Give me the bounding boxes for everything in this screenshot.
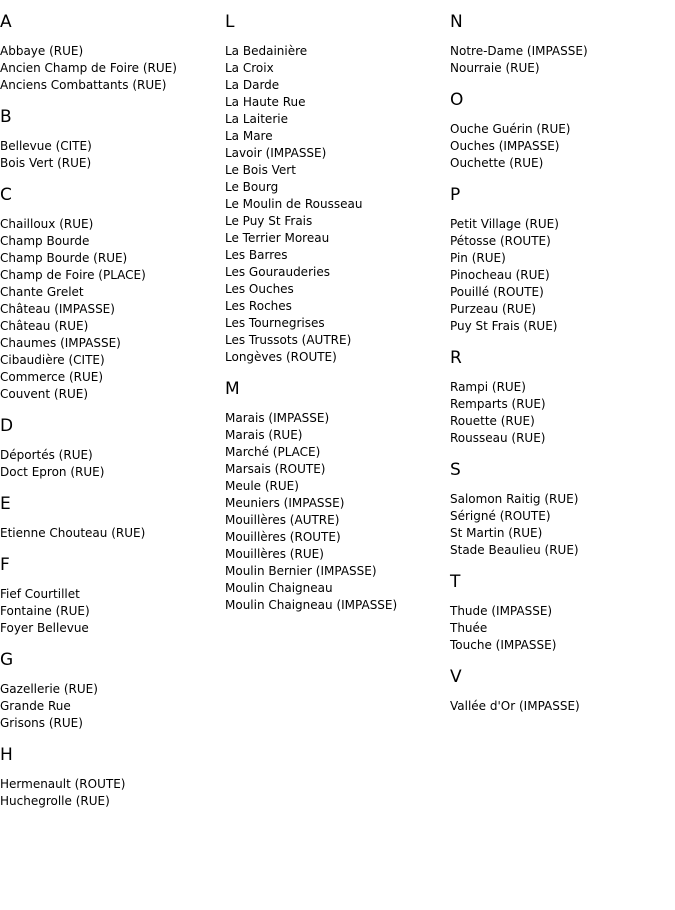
letter-section-v	[450, 667, 672, 715]
street-list-item	[0, 447, 222, 464]
letter-section-d	[0, 416, 222, 481]
street-link[interactable]: Longèves (ROUTE)	[225, 350, 337, 364]
street-list-item	[225, 77, 447, 94]
street-link[interactable]: La Mare	[225, 129, 273, 143]
street-link[interactable]: Commerce (RUE)	[0, 370, 104, 384]
street-list-item	[450, 698, 672, 715]
street-list-item	[225, 111, 447, 128]
street-list	[450, 698, 672, 715]
section-letter-heading: P	[450, 185, 461, 205]
street-list-item	[0, 155, 222, 172]
street-list-item	[450, 542, 672, 559]
street-link[interactable]: Champ Bourde	[0, 234, 90, 248]
street-list-item	[450, 121, 672, 138]
street-list-item	[450, 60, 672, 77]
street-list-item	[0, 369, 222, 386]
street-link[interactable]: Touche (IMPASSE)	[450, 638, 557, 652]
street-link[interactable]: La Haute Rue	[225, 95, 306, 109]
street-list-item	[225, 444, 447, 461]
street-list-item	[0, 138, 222, 155]
street-link[interactable]: Petit Village (RUE)	[450, 217, 559, 231]
street-list-item	[450, 396, 672, 413]
street-link[interactable]: Nourraie (RUE)	[450, 61, 540, 75]
street-list-item	[225, 597, 447, 614]
letter-section-h	[0, 745, 222, 810]
street-link[interactable]: Marais (IMPASSE)	[225, 411, 330, 425]
street-link[interactable]: Chaumes (IMPASSE)	[0, 336, 121, 350]
street-list-item	[225, 43, 447, 60]
street-link[interactable]: Hermenault (ROUTE)	[0, 777, 126, 791]
section-letter-heading: G	[0, 650, 14, 670]
section-letter-heading: A	[0, 12, 12, 32]
street-list-item	[450, 138, 672, 155]
letter-section-e	[0, 494, 222, 542]
street-link[interactable]: Rousseau (RUE)	[450, 431, 546, 445]
section-letter-heading: B	[0, 107, 12, 127]
street-link[interactable]: Le Puy St Frais	[225, 214, 313, 228]
letter-section-m	[225, 379, 447, 614]
street-list-item	[225, 196, 447, 213]
street-list-item	[450, 301, 672, 318]
street-list-item	[0, 681, 222, 698]
street-link[interactable]: Meuniers (IMPASSE)	[225, 496, 345, 510]
letter-section-b	[0, 107, 222, 172]
street-link[interactable]: Abbaye (RUE)	[0, 44, 84, 58]
street-list-item	[0, 464, 222, 481]
street-list-item	[225, 213, 447, 230]
street-list-item	[225, 162, 447, 179]
street-list	[450, 121, 672, 172]
street-link[interactable]: La Darde	[225, 78, 280, 92]
street-link[interactable]: La Bedainière	[225, 44, 308, 58]
street-link[interactable]: Salomon Raitig (RUE)	[450, 492, 579, 506]
street-list	[0, 138, 222, 172]
letter-section-p	[450, 185, 672, 335]
street-link[interactable]: Pouillé (ROUTE)	[450, 285, 544, 299]
street-list-item	[0, 250, 222, 267]
section-letter-heading: F	[0, 555, 10, 575]
street-column-2	[225, 0, 447, 614]
street-link[interactable]: Pin (RUE)	[450, 251, 506, 265]
section-letter-heading: O	[450, 90, 464, 110]
section-letter-heading: M	[225, 379, 240, 399]
street-link[interactable]: Anciens Combattants (RUE)	[0, 78, 167, 92]
street-list-item	[225, 315, 447, 332]
street-list	[0, 776, 222, 810]
street-list-item	[450, 413, 672, 430]
street-list-item	[0, 77, 222, 94]
street-link[interactable]: Marais (RUE)	[225, 428, 303, 442]
street-list-item	[450, 379, 672, 396]
street-link[interactable]: Les Gourauderies	[225, 265, 330, 279]
street-link[interactable]: Château (RUE)	[0, 319, 89, 333]
street-link[interactable]: Vallée d'Or (IMPASSE)	[450, 699, 580, 713]
street-list-item	[0, 715, 222, 732]
street-list-item	[225, 247, 447, 264]
street-link[interactable]: Déportés (RUE)	[0, 448, 93, 462]
street-link[interactable]: Chailloux (RUE)	[0, 217, 94, 231]
street-list-item	[450, 525, 672, 542]
street-list-item	[225, 478, 447, 495]
street-link[interactable]: Mouillères (AUTRE)	[225, 513, 340, 527]
section-letter-heading: N	[450, 12, 463, 32]
street-link[interactable]: Puy St Frais (RUE)	[450, 319, 558, 333]
street-link[interactable]: Moulin Chaigneau (IMPASSE)	[225, 598, 398, 612]
street-list-item	[450, 155, 672, 172]
street-list	[0, 586, 222, 637]
street-list-item	[0, 335, 222, 352]
street-column-3	[450, 0, 672, 715]
street-link[interactable]: Ouche Guérin (RUE)	[450, 122, 571, 136]
street-list-item	[450, 233, 672, 250]
street-link[interactable]: Ouchette (RUE)	[450, 156, 544, 170]
letter-section-n	[450, 12, 672, 77]
street-link[interactable]: Le Moulin de Rousseau	[225, 197, 363, 211]
street-link[interactable]: Les Roches	[225, 299, 292, 313]
street-link[interactable]: St Martin (RUE)	[450, 526, 543, 540]
letter-section-s	[450, 460, 672, 559]
street-list-item	[0, 620, 222, 637]
street-link[interactable]: Le Bourg	[225, 180, 279, 194]
street-list-item	[450, 603, 672, 620]
street-link[interactable]: Etienne Chouteau (RUE)	[0, 526, 146, 540]
street-list-item	[0, 793, 222, 810]
section-letter-heading: S	[450, 460, 461, 480]
street-link[interactable]: Le Bois Vert	[225, 163, 296, 177]
street-link[interactable]: Champ de Foire (PLACE)	[0, 268, 146, 282]
street-list-item	[225, 512, 447, 529]
street-link[interactable]: Huchegrolle (RUE)	[0, 794, 110, 808]
street-list-item	[450, 216, 672, 233]
street-link[interactable]: Doct Epron (RUE)	[0, 465, 105, 479]
street-link[interactable]: Rampi (RUE)	[450, 380, 526, 394]
street-list-item	[450, 430, 672, 447]
street-link[interactable]: Cibaudière (CITE)	[0, 353, 105, 367]
section-letter-heading: D	[0, 416, 14, 436]
street-list	[450, 491, 672, 559]
street-link[interactable]: Pétosse (ROUTE)	[450, 234, 551, 248]
street-column-1	[0, 0, 222, 810]
street-list-item	[225, 461, 447, 478]
street-list-item	[225, 546, 447, 563]
street-link[interactable]: Le Terrier Moreau	[225, 231, 330, 245]
street-list-item	[0, 525, 222, 542]
street-list-item	[225, 94, 447, 111]
street-list-item	[225, 179, 447, 196]
street-link[interactable]: Château (IMPASSE)	[0, 302, 115, 316]
street-link[interactable]: Grande Rue	[0, 699, 71, 713]
street-link[interactable]: Foyer Bellevue	[0, 621, 89, 635]
street-link[interactable]: Rouette (RUE)	[450, 414, 535, 428]
section-letter-heading: V	[450, 667, 462, 687]
street-list-item	[225, 332, 447, 349]
street-list-item	[225, 60, 447, 77]
street-list-item	[225, 349, 447, 366]
street-link[interactable]: Les Tournegrises	[225, 316, 325, 330]
street-link[interactable]: Gazellerie (RUE)	[0, 682, 98, 696]
street-link[interactable]: Thuée	[450, 621, 488, 635]
street-link[interactable]: Moulin Bernier (IMPASSE)	[225, 564, 377, 578]
street-list-item	[225, 410, 447, 427]
section-letter-heading: L	[225, 12, 235, 32]
street-list-item	[0, 216, 222, 233]
letter-section-g	[0, 650, 222, 732]
street-list-item	[450, 43, 672, 60]
street-list-item	[225, 145, 447, 162]
street-list	[225, 43, 447, 366]
street-list-item	[450, 318, 672, 335]
street-list-item	[0, 603, 222, 620]
street-link[interactable]: Les Barres	[225, 248, 288, 262]
street-list-item	[0, 43, 222, 60]
street-list-item	[450, 284, 672, 301]
street-link[interactable]: Marché (PLACE)	[225, 445, 321, 459]
street-link[interactable]: Moulin Chaigneau	[225, 581, 333, 595]
street-link[interactable]: Couvent (RUE)	[0, 387, 89, 401]
street-list-item	[225, 128, 447, 145]
street-list-item	[225, 580, 447, 597]
street-link[interactable]: Stade Beaulieu (RUE)	[450, 543, 579, 557]
street-link[interactable]: La Laiterie	[225, 112, 288, 126]
street-list-item	[225, 529, 447, 546]
section-letter-heading: H	[0, 745, 13, 765]
street-link[interactable]: Pinocheau (RUE)	[450, 268, 550, 282]
street-list-item	[225, 298, 447, 315]
street-list-item	[0, 318, 222, 335]
street-list-item	[0, 284, 222, 301]
street-list	[0, 447, 222, 481]
street-list-item	[225, 495, 447, 512]
street-link[interactable]: Mouillères (RUE)	[225, 547, 324, 561]
letter-section-c	[0, 185, 222, 403]
street-list-item	[225, 230, 447, 247]
street-link[interactable]: Fief Courtillet	[0, 587, 80, 601]
street-link[interactable]: Meule (RUE)	[225, 479, 299, 493]
street-list-item	[225, 563, 447, 580]
street-link[interactable]: Mouillères (ROUTE)	[225, 530, 341, 544]
street-list-item	[225, 281, 447, 298]
street-list	[225, 410, 447, 614]
section-letter-heading: C	[0, 185, 12, 205]
street-list-item	[0, 386, 222, 403]
street-link[interactable]: Les Ouches	[225, 282, 294, 296]
street-link[interactable]: Ancien Champ de Foire (RUE)	[0, 61, 177, 75]
street-list-item	[0, 352, 222, 369]
street-link[interactable]: Bois Vert (RUE)	[0, 156, 92, 170]
street-link[interactable]: Fontaine (RUE)	[0, 604, 90, 618]
street-list-item	[225, 427, 447, 444]
street-link[interactable]: Chante Grelet	[0, 285, 84, 299]
section-letter-heading: T	[450, 572, 461, 592]
street-link[interactable]: Sérigné (ROUTE)	[450, 509, 551, 523]
street-list	[0, 43, 222, 94]
section-letter-heading: E	[0, 494, 11, 514]
letter-section-l	[225, 12, 447, 366]
street-list-item	[0, 301, 222, 318]
letter-section-o	[450, 90, 672, 172]
street-link[interactable]: Remparts (RUE)	[450, 397, 546, 411]
letter-section-f	[0, 555, 222, 637]
street-list	[0, 216, 222, 403]
letter-section-r	[450, 348, 672, 447]
street-list-item	[0, 698, 222, 715]
street-link[interactable]: La Croix	[225, 61, 274, 75]
street-link[interactable]: Marsais (ROUTE)	[225, 462, 326, 476]
letter-section-t	[450, 572, 672, 654]
street-list	[0, 525, 222, 542]
street-list-item	[450, 491, 672, 508]
street-link[interactable]: Ouches (IMPASSE)	[450, 139, 560, 153]
street-list-item	[0, 586, 222, 603]
street-list	[450, 43, 672, 77]
street-link[interactable]: Bellevue (CITE)	[0, 139, 92, 153]
street-list	[450, 603, 672, 654]
street-list-item	[450, 267, 672, 284]
street-link[interactable]: Lavoir (IMPASSE)	[225, 146, 327, 160]
street-list-item	[450, 637, 672, 654]
street-list-item	[450, 620, 672, 637]
street-link[interactable]: Notre-Dame (IMPASSE)	[450, 44, 588, 58]
street-link[interactable]: Champ Bourde (RUE)	[0, 251, 128, 265]
street-link[interactable]: Purzeau (RUE)	[450, 302, 537, 316]
street-list-item	[0, 60, 222, 77]
street-list-item	[450, 250, 672, 267]
street-list	[450, 379, 672, 447]
street-list-item	[450, 508, 672, 525]
street-list-item	[0, 233, 222, 250]
street-list-item	[0, 267, 222, 284]
street-link[interactable]: Thude (IMPASSE)	[450, 604, 553, 618]
street-list	[450, 216, 672, 335]
street-list-item	[225, 264, 447, 281]
street-link[interactable]: Les Trussots (AUTRE)	[225, 333, 352, 347]
section-letter-heading: R	[450, 348, 462, 368]
street-list	[0, 681, 222, 732]
street-link[interactable]: Grisons (RUE)	[0, 716, 83, 730]
street-list-item	[0, 776, 222, 793]
letter-section-a	[0, 12, 222, 94]
